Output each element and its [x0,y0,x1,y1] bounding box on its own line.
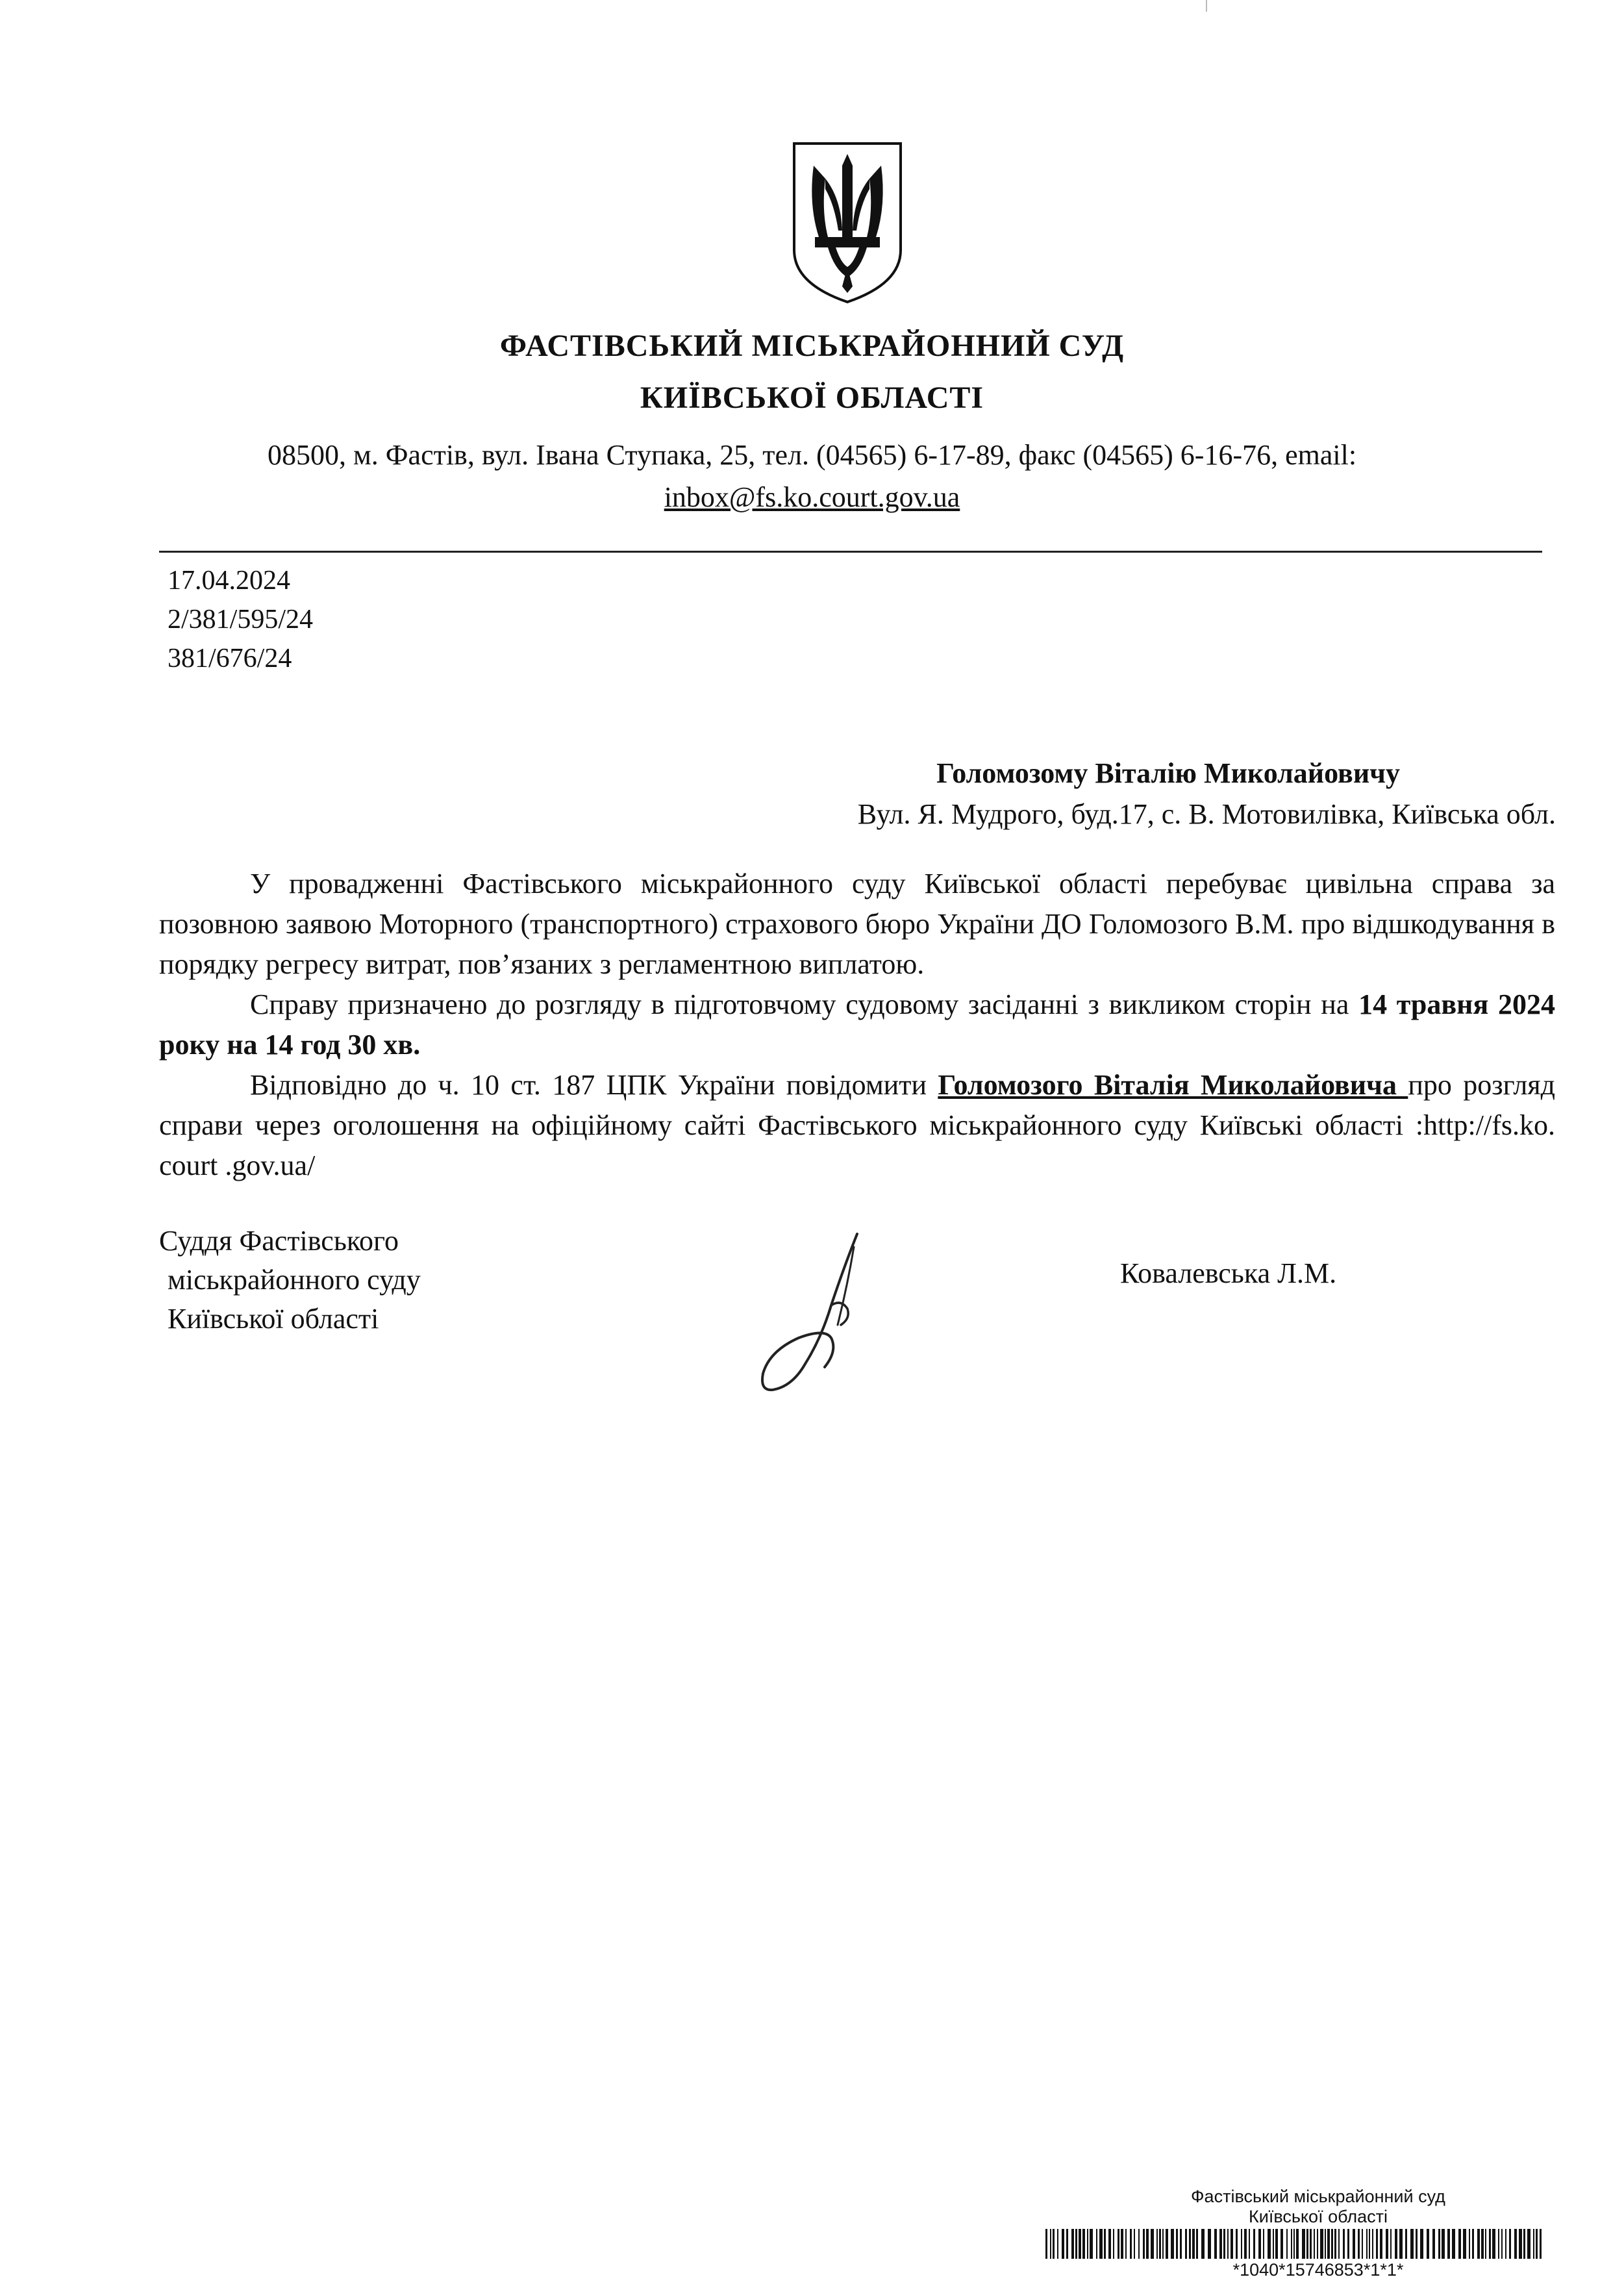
handwritten-signature [734,1227,890,1403]
body-paragraph-1: У провадженні Фастівського міськрайонного суду Київської області перебуває цивільна справа за позовною заявою Моторного (транспортного) страхового бюро України ДО Голомозого В.М. про відшкодування в порядку регресу витрат, пов’язаних з регламентною виплатою. [159,868,1555,980]
addressee-address: Вул. Я. Мудрого, буд.17, с. В. Мотовилівка, Київська обл. [857,798,1556,830]
header-divider [159,551,1542,553]
barcode-icon [1045,2229,1545,2259]
notice-method-text: про розгляд справи через оголошення на офіційному сайті Фастівського міськрайонного суду Київські області :http://fs.ko. court .gov.ua/ [159,1069,1555,1181]
defendant-name: Голомозого Віталія Миколайовича [938,1069,1408,1101]
scan-artifact [1206,0,1207,12]
body-paragraph-3 [159,1065,1555,1186]
judge-title-line-2: міськрайонного суду [168,1264,421,1296]
notice-basis-text: Відповідно до ч. 10 ст. 187 ЦПК України повідомити [250,1069,938,1101]
court-contacts: 08500, м. Фастів, вул. Івана Ступака, 25, тел. (04565) 6-17-89, факс (04565) 6-16-76, email: [267,439,1357,471]
addressee-name: Голомозому Віталію Миколайовичу [936,757,1400,789]
court-region: КИЇВСЬКОЇ ОБЛАСТІ [640,381,984,415]
judge-title-line-1: Суддя Фастівського [159,1225,399,1257]
proceeding-number: 381/676/24 [168,644,292,673]
judge-title-line-3: Київської області [168,1303,379,1335]
court-email-link[interactable]: inbox@fs.ko.court.gov.ua [664,481,960,513]
judge-name: Ковалевська Л.М. [1120,1257,1337,1289]
case-number: 2/381/595/24 [168,605,314,635]
letter-date: 17.04.2024 [168,566,290,596]
body-paragraph-2 [159,985,1555,1065]
stamp-region: Київської області [1249,2207,1388,2226]
stamp-court-name: Фастівський міськрайонний суд [1191,2187,1445,2206]
hearing-notice-text: Справу призначено до розгляду в підготовчому судовому засіданні з викликом сторін на [250,988,1359,1020]
coat-of-arms-icon [789,140,906,305]
hearing-date: 14 травня 2024 року на 14 год 30 хв. [159,988,1555,1061]
court-name: ФАСТІВСЬКИЙ МІСЬКРАЙОННИЙ СУД [499,329,1125,363]
barcode-caption: *1040*15746853*1*1* [1232,2260,1404,2280]
